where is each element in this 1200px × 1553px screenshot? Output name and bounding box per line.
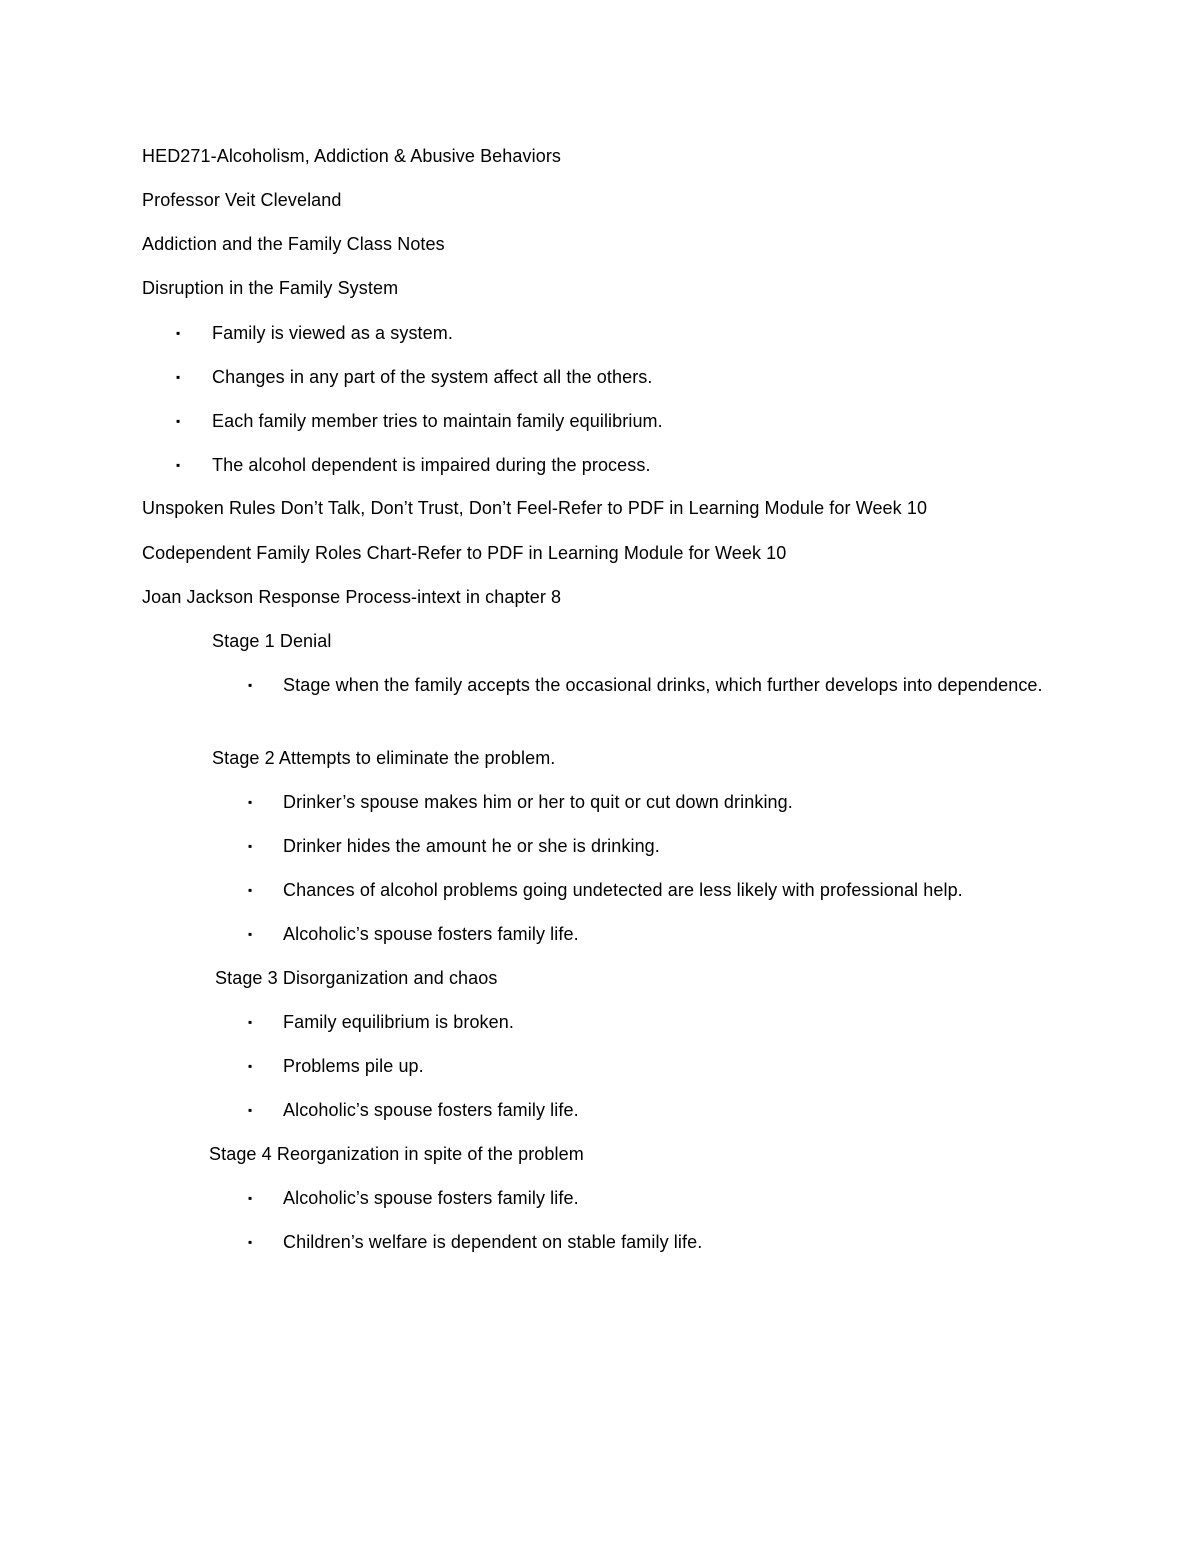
stage-title: Stage 1 Denial: [212, 631, 332, 651]
reference-unspoken-rules: Unspoken Rules Don’t Talk, Don’t Trust, Don’t Feel-Refer to PDF in Learning Module for Week 10: [142, 498, 928, 518]
list-item: Drinker’s spouse makes him or her to quit or cut down drinking.: [283, 792, 793, 812]
course-title: HED271-Alcoholism, Addiction & Abusive Behaviors: [142, 146, 562, 166]
list-item: Alcoholic’s spouse fosters family life.: [283, 1100, 579, 1120]
stage-title: Stage 3 Disorganization and chaos: [215, 968, 498, 988]
list-item: Changes in any part of the system affect all the others.: [212, 367, 653, 387]
bullet-marker: ▪: [176, 414, 181, 428]
bullet-marker: ▪: [248, 1015, 253, 1029]
bullet-marker: ▪: [248, 795, 253, 809]
list-item: Alcoholic’s spouse fosters family life.: [283, 924, 579, 944]
notes-title: Addiction and the Family Class Notes: [142, 234, 445, 254]
bullet-marker: ▪: [248, 1235, 253, 1249]
list-item: Problems pile up.: [283, 1056, 424, 1076]
list-item: Stage when the family accepts the occasional drinks, which further develops into dependence.: [283, 675, 1043, 695]
bullet-marker: ▪: [248, 678, 253, 692]
professor-name: Professor Veit Cleveland: [142, 190, 342, 210]
list-item: Family equilibrium is broken.: [283, 1012, 514, 1032]
list-item: Drinker hides the amount he or she is drinking.: [283, 836, 660, 856]
list-item: Alcoholic’s spouse fosters family life.: [283, 1188, 579, 1208]
list-item: Chances of alcohol problems going undetected are less likely with professional help.: [283, 880, 963, 900]
reference-jackson-process: Joan Jackson Response Process-intext in chapter 8: [142, 587, 562, 607]
list-item: Children’s welfare is dependent on stable family life.: [283, 1232, 703, 1252]
bullet-marker: ▪: [248, 883, 253, 897]
stage-title: Stage 4 Reorganization in spite of the problem: [209, 1144, 584, 1164]
section-heading-disruption: Disruption in the Family System: [142, 278, 399, 298]
bullet-marker: ▪: [248, 839, 253, 853]
bullet-marker: ▪: [248, 927, 253, 941]
bullet-marker: ▪: [248, 1103, 253, 1117]
list-item: The alcohol dependent is impaired during the process.: [212, 455, 651, 475]
reference-codependent-roles: Codependent Family Roles Chart-Refer to PDF in Learning Module for Week 10: [142, 543, 787, 563]
bullet-marker: ▪: [176, 326, 181, 340]
bullet-marker: ▪: [176, 370, 181, 384]
list-item: Each family member tries to maintain family equilibrium.: [212, 411, 663, 431]
bullet-marker: ▪: [248, 1191, 253, 1205]
bullet-marker: ▪: [248, 1059, 253, 1073]
stage-title: Stage 2 Attempts to eliminate the problem.: [212, 748, 556, 768]
bullet-marker: ▪: [176, 458, 181, 472]
list-item: Family is viewed as a system.: [212, 323, 453, 343]
